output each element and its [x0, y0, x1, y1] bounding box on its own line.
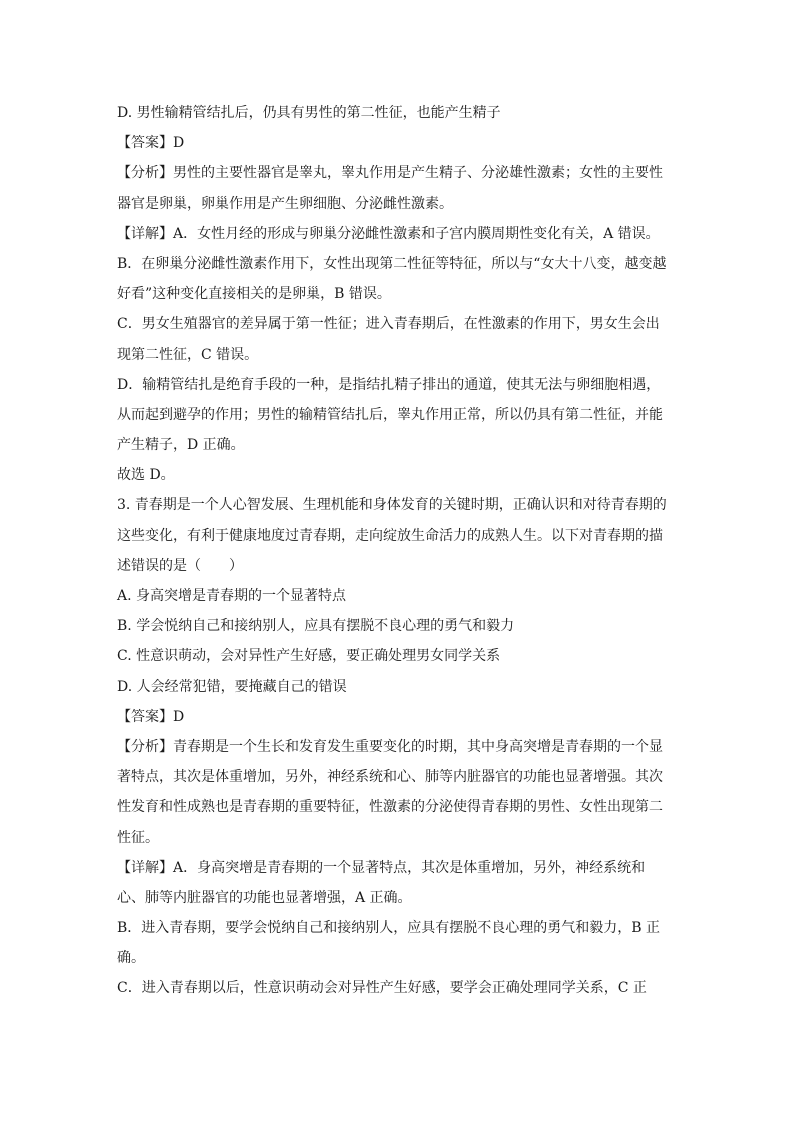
- option-d-text: D. 人会经常犯错，要掩藏自己的错误: [117, 678, 347, 695]
- question-line: 3. 青春期是一个人心智发展、生理机能和身体发育的关键时期，正确认识和对待青春期的: [117, 497, 667, 514]
- analysis-line: 【分析】男性的主要性器官是睾丸，睾丸作用是产生精子、分泌雄性激素；女性的主要性: [117, 165, 663, 182]
- analysis-line: 【分析】青春期是一个生长和发育发生重要变化的时期，其中身高突增是青春期的一个显: [117, 738, 663, 755]
- detail-line: 确。: [117, 950, 145, 967]
- detail-line: 现第二性征，C 错误。: [117, 346, 259, 363]
- detail-line: 从而起到避孕的作用；男性的输精管结扎后，睾丸作用正常，所以仍具有第二性征，并能: [117, 406, 663, 423]
- answer-line: 【答案】D: [117, 135, 185, 152]
- document-page: [117, 98, 677, 1004]
- analysis-line: 性征。: [117, 829, 159, 846]
- option-c-text: C. 性意识萌动，会对异性产生好感，要正确处理男女同学关系: [117, 648, 501, 665]
- detail-line: 好看”这种变化直接相关的是卵巢，B 错误。: [117, 286, 391, 303]
- analysis-line: 著特点，其次是体重增加，另外，神经系统和心、肺等内脏器官的功能也显著增强。其次: [117, 769, 663, 786]
- option-a-text: A. 身高突增是青春期的一个显著特点: [117, 588, 347, 604]
- detail-line: B．在卵巢分泌雌性激素作用下，女性出现第二性征等特征，所以与“女大十八变，越变越: [117, 255, 667, 272]
- answer-line: 【答案】D: [117, 708, 185, 725]
- analysis-line: 性发育和性成熟也是青春期的重要特征，性激素的分泌使得青春期的男性、女性出现第二: [117, 799, 663, 816]
- detail-line: 心、肺等内脏器官的功能也显著增强，A 正确。: [117, 889, 412, 906]
- detail-line: C．男女生殖器官的差异属于第一性征；进入青春期后，在性激素的作用下，男女生会出: [117, 316, 660, 333]
- detail-line: 【详解】A．身高突增是青春期的一个显著特点，其次是体重增加，另外，神经系统和: [117, 859, 646, 876]
- detail-line: D．输精管结扎是绝育手段的一种，是指结扎精子排出的通道，使其无法与卵细胞相遇，: [117, 376, 661, 393]
- detail-line: C．进入青春期以后，性意识萌动会对异性产生好感，要学会正确处理同学关系，C 正: [117, 980, 647, 997]
- analysis-line: 器官是卵巢，卵巢作用是产生卵细胞、分泌雌性激素。: [117, 195, 453, 212]
- detail-line: B．进入青春期，要学会悦纳自己和接纳别人，应具有摆脱不良心理的勇气和毅力，B 正: [117, 920, 661, 937]
- option-b-text: B. 学会悦纳自己和接纳别人，应具有摆脱不良心理的勇气和毅力: [117, 618, 515, 635]
- option-d-text: D. 男性输精管结扎后，仍具有男性的第二性征，也能产生精子: [117, 105, 501, 121]
- detail-line: 产生精子，D 正确。: [117, 437, 245, 454]
- conclusion-line: 故选 D。: [117, 467, 175, 484]
- detail-line: 【详解】A．女性月经的形成与卵巢分泌雌性激素和子宫内膜周期性变化有关，A 错误。: [117, 225, 660, 242]
- question-line: 这些变化，有利于健康地度过青春期，走向绽放生命活力的成熟人生。以下对青春期的描: [117, 527, 663, 544]
- question-line: 述错误的是（ ）: [117, 557, 243, 574]
